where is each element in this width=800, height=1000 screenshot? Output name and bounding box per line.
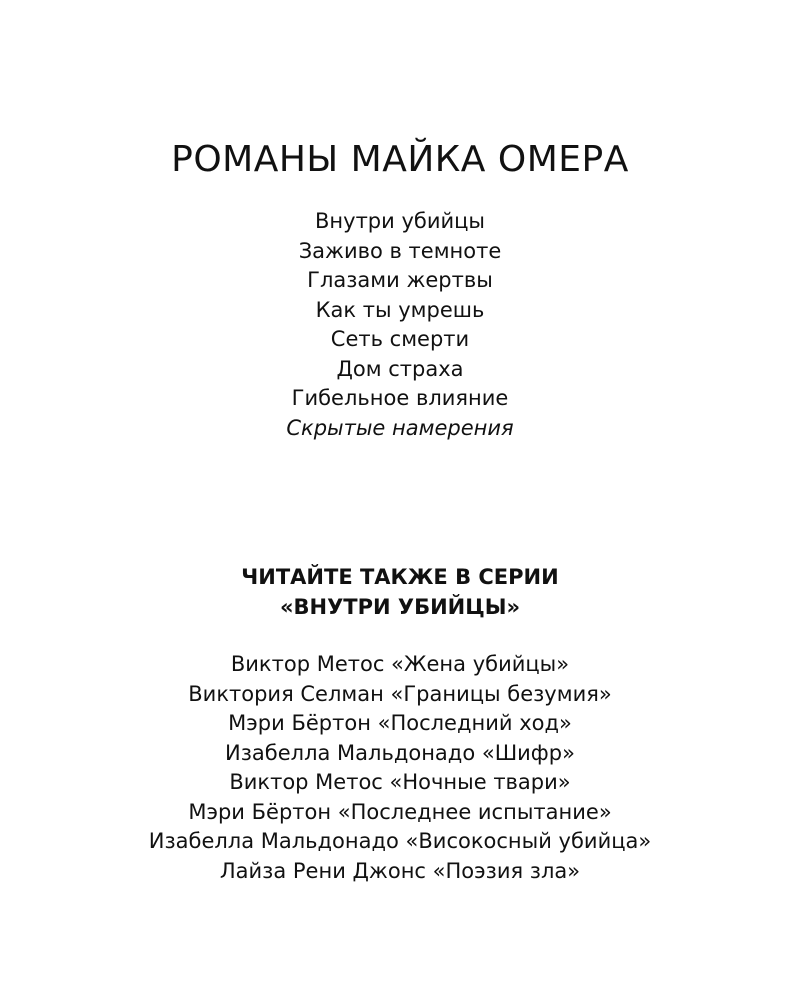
series-book-item: Виктор Метос «Ночные твари» [229, 770, 571, 794]
novel-item: Заживо в темноте [298, 238, 502, 263]
novel-item: Сеть смерти [330, 327, 470, 351]
series-book-item: Лайза Рени Джонс «Поэзия зла» [219, 858, 581, 883]
series-heading [0, 562, 800, 622]
novel-item: Гибельное влияние [291, 386, 509, 410]
series-heading-line-2: «ВНУТРИ УБИЙЦЫ» [279, 595, 521, 619]
novel-item: Внутри убийцы [315, 209, 485, 233]
novel-item: Как ты умрешь [315, 297, 485, 322]
series-heading-line-1: ЧИТАЙТЕ ТАКЖЕ В СЕРИИ [241, 565, 559, 589]
series-book-item: Изабелла Мальдонадо «Шифр» [225, 740, 575, 765]
novel-item: Скрытые намерения [286, 415, 514, 440]
page-title: РОМАНЫ МАЙКА ОМЕРА [171, 139, 629, 180]
novels-list [0, 207, 800, 443]
series-book-item: Виктор Метос «Жена убийцы» [230, 652, 570, 676]
series-book-item: Виктория Селман «Границы безумия» [188, 681, 612, 706]
series-book-item: Мэри Бёртон «Последнее испытание» [188, 799, 612, 824]
series-books-list [0, 650, 800, 886]
novel-item: Дом страха [336, 356, 464, 381]
series-book-item: Мэри Бёртон «Последний ход» [228, 711, 572, 735]
novel-item: Глазами жертвы [307, 268, 493, 292]
series-book-item: Изабелла Мальдонадо «Високосный убийца» [148, 829, 652, 853]
